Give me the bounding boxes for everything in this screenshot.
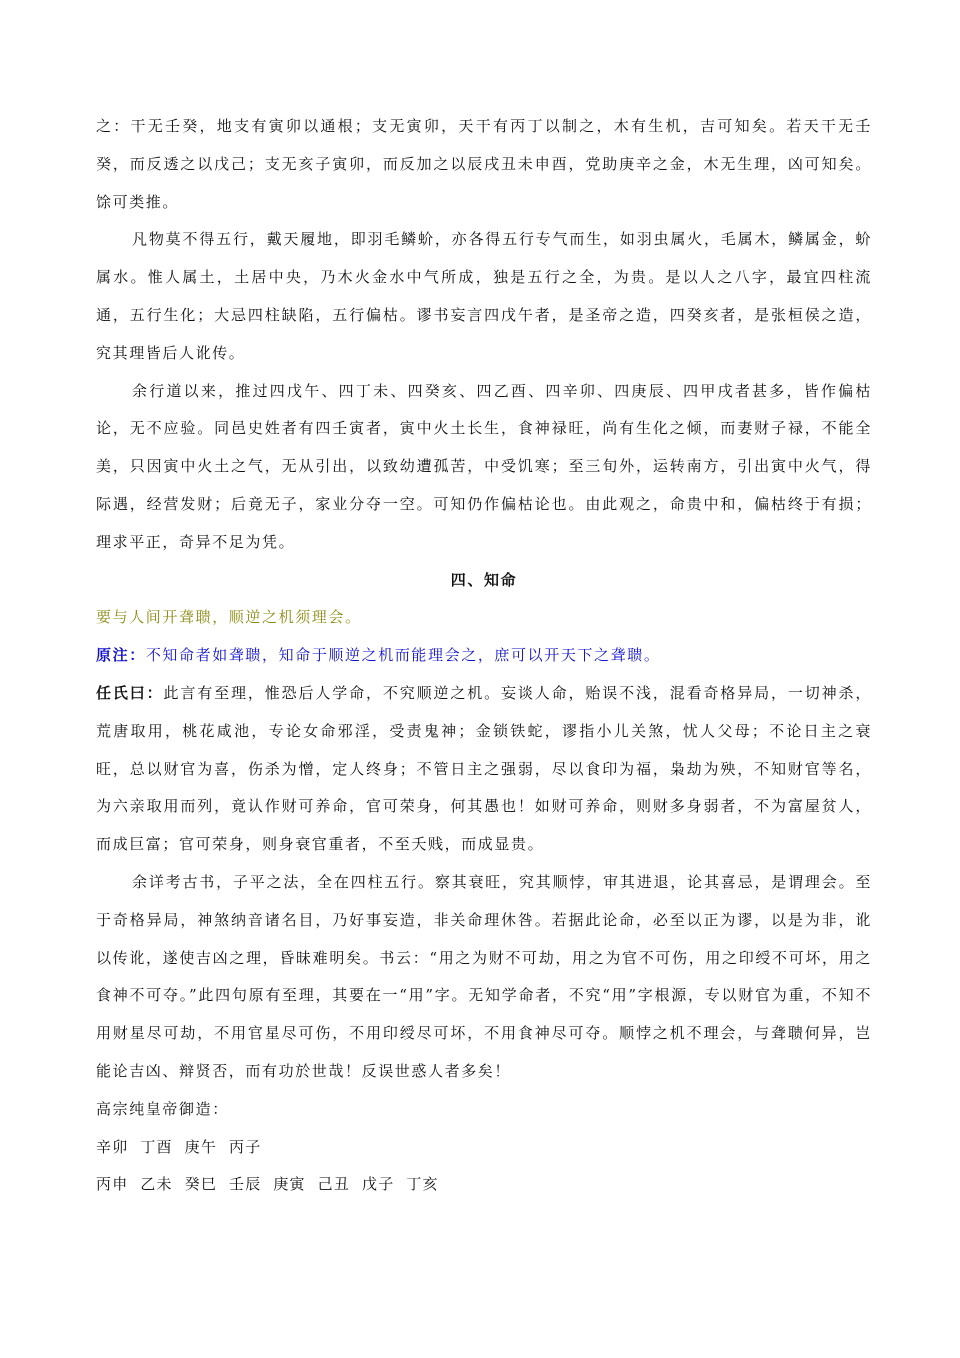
original-note [96,637,872,675]
paragraph-five-elements: 凡物莫不得五行，戴天履地，即羽毛鳞蚧，亦各得五行专气而生，如羽虫属火，毛属木，鳞属金，蚧属水。惟人属土，土居中央，乃木火金水中气所成，独是五行之全，为贵。是以人之八字，最宜四柱流通，五行生化；大忌四柱缺陷，五行偏枯。谬书妄言四戊午者，是圣帝之造，四癸亥者，是张桓侯之造，究其理皆后人讹传。 [96,230,872,362]
example-luck-pillars: 丙申 乙未 癸巳 壬辰 庚寅 己丑 戊子 丁亥 [96,1175,439,1194]
verse-line: 要与人间开聋聩，顺逆之机须理会。 [96,608,362,627]
paragraph-ziping-method: 余详考古书，子平之法，全在四柱五行。察其衰旺，究其顺悖，审其进退，论其喜忌，是谓理会。至于奇格异局，神煞纳音诸名目，乃好事妄造，非关命理休咎。若据此论命，必至以正为谬，以是为非，讹以传讹，遂使吉凶之理，昏昧难明矣。书云：“用之为财不可劫，用之为官不可伤，用之印绶不可坏，用之食神不可夺。”此四句原有至理，其要在一“用”字。无知学命者，不究“用”字根源，专以财官为重，不知不用财星尽可劫，不用官星尽可伤，不用印绶尽可坏，不用食神尽可夺。顺悖之机不理会，与聋聩何异，岂能论吉凶、辩贤否，而有功於世哉！反误世惑人者多矣！ [96,872,872,1080]
ren-commentary-text: 此言有至理，惟恐后人学命，不究顺逆之机。妄谈人命，贻误不浅，混看奇格异局，一切神杀，荒唐取用，桃花咸池，专论女命邪淫，受责鬼神；金锁铁蛇，谬指小儿关煞，忧人父母；不论日主之衰旺，总以财官为喜，伤杀为憎，定人终身；不管日主之强弱，尽以食印为福，枭劫为殃，不知财官等名，为六亲取用而列，竟认作财可养命，官可荣身，何其愚也！如财可养命，则财多身弱者，不为富屋贫人，而成巨富；官可荣身，则身衰官重者，不至夭贱，而成显贵。 [96,683,872,854]
paragraph-wood-analysis: 之：干无壬癸，地支有寅卯以通根；支无寅卯，天干有丙丁以制之，木有生机，吉可知矣。若天干无壬癸，而反透之以戊己；支无亥子寅卯，而反加之以辰戌丑未申酉，党助庚辛之金，木无生理，凶可知矣。馀可类推。 [96,117,872,211]
ren-commentary [96,675,872,864]
original-note-label: 原注： [96,646,146,665]
original-note-text: 不知命者如聋聩，知命于顺逆之机而能理会之，庶可以开天下之聋聩。 [145,646,661,665]
ren-commentary-label: 任氏曰： [96,683,164,702]
paragraph-practice-experience: 余行道以来，推过四戊午、四丁未、四癸亥、四乙酉、四辛卯、四庚辰、四甲戌者甚多，皆作偏枯论，无不应验。同邑史姓者有四壬寅者，寅中火土长生，食神禄旺，尚有生化之倾，而妻财子禄，不能全美，只因寅中火土之气，无从引出，以致幼遭孤苦，中受饥寒；至三旬外，运转南方，引出寅中火气，得际遇，经营发财；后竟无子，家业分夺一空。可知仍作偏枯论也。由此观之，命贵中和，偏枯终于有损；理求平正，奇异不足为凭。 [96,381,872,551]
example-title: 高宗纯皇帝御造： [96,1099,229,1118]
section-title: 四、知命 [450,570,518,589]
page-content [96,108,872,1204]
example-four-pillars: 辛卯 丁酉 庚午 丙子 [96,1137,262,1156]
